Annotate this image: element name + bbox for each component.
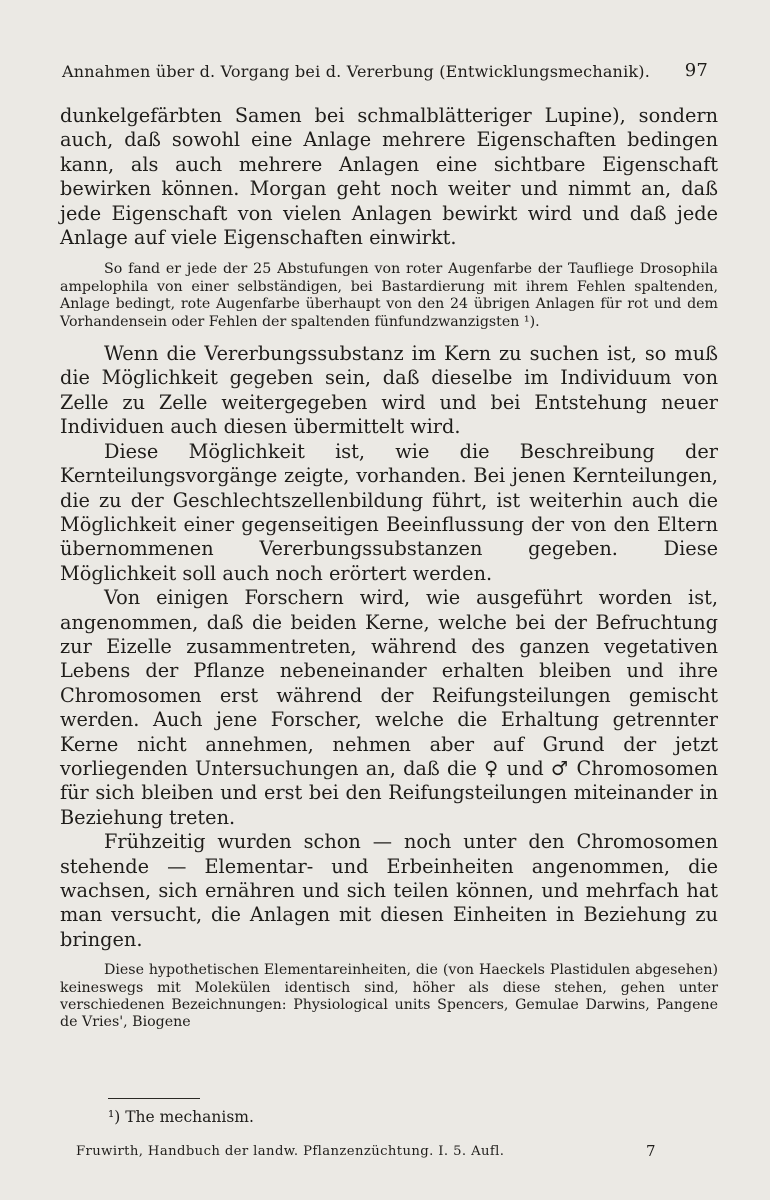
small-print-note: So fand er jede der 25 Abstufungen von roter Augenfarbe der Taufliege Drosophila ampelophila von einer selbständigen, bei Bastardierung mit ihrem Fehlen spaltenden, Anlage bedingt, rote Augenfarbe überhaupt von den 24 übrigen Anlagen für rot und dem Vorhandensein oder Fehlen der spaltenden fünfundzwanzigsten ¹). xyxy=(60,261,718,330)
footnote: ¹) The mechanism. xyxy=(108,1108,254,1126)
paragraph: Wenn die Vererbungssubstanz im Kern zu suchen ist, so muß die Möglichkeit gegeben sein, daß dieselbe im Individuum von Zelle zu Zelle weitergegeben wird und bei Entstehung neuer Individuen auch diesen übermittelt wird. xyxy=(60,342,718,439)
signature-number: 7 xyxy=(646,1142,656,1160)
running-title: Annahmen über d. Vorgang bei d. Vererbung (Entwicklungsmechanik). xyxy=(62,62,651,81)
paragraph: dunkelgefärbten Samen bei schmalblätteriger Lupine), sondern auch, daß sowohl eine Anlage mehrere Eigenschaften bedingen kann, als auch mehrere Anlagen eine sichtbare Eigenschaft bewirken können. Morgan geht noch weiter und nimmt an, daß jede Eigenschaft von vielen Anlagen bewirkt wird und daß jede Anlage auf viele Eigenschaften einwirkt. xyxy=(60,104,718,250)
main-text xyxy=(60,104,718,1032)
running-header xyxy=(62,62,708,81)
book-reference: Fruwirth, Handbuch der landw. Pflanzenzüchtung. I. 5. Aufl. xyxy=(76,1144,505,1159)
paragraph: Frühzeitig wurden schon — noch unter den Chromosomen stehende — Elementar- und Erbeinheiten angenommen, die wachsen, sich ernähren und sich teilen können, und mehrfach hat man versucht, die Anlagen mit diesen Einheiten in Beziehung zu bringen. xyxy=(60,830,718,951)
footnote-rule xyxy=(108,1098,200,1099)
paragraph: Von einigen Forschern wird, wie ausgeführt worden ist, angenommen, daß die beiden Kerne, welche bei der Befruchtung zur Eizelle zusammentreten, während des ganzen vegetativen Lebens der Pflanze nebeneinander erhalten bleiben und ihre Chromosomen erst während der Reifungsteilungen gemischt werden. Auch jene Forscher, welche die Erhaltung getrennter Kerne nicht annehmen, nehmen aber auf Grund der jetzt vorliegenden Untersuchungen an, daß die ♀ und ♂ Chromosomen für sich bleiben und erst bei den Reifungsteilungen miteinander in Beziehung treten. xyxy=(60,586,718,829)
signature-line xyxy=(76,1144,656,1159)
paragraph: Diese Möglichkeit ist, wie die Beschreibung der Kernteilungsvorgänge zeigte, vorhanden. Bei jenen Kernteilungen, die zu der Geschlechtszellenbildung führt, ist weiterhin auch die Möglichkeit einer gegenseitigen Beeinflussung der von den Eltern übernommenen Vererbungssubstanzen gegeben. Diese Möglichkeit soll auch noch erörtert werden. xyxy=(60,439,718,585)
page-number: 97 xyxy=(684,60,708,81)
small-print-note: Diese hypothetischen Elementareinheiten, die (von Haeckels Plastidulen abgesehen) keineswegs mit Molekülen identisch sind, höher als diese stehen, gehen unter verschiedenen Bezeichnungen: Physiological units Spencers, Gemulae Darwins, Pangene de Vries', Biogene xyxy=(60,962,718,1031)
